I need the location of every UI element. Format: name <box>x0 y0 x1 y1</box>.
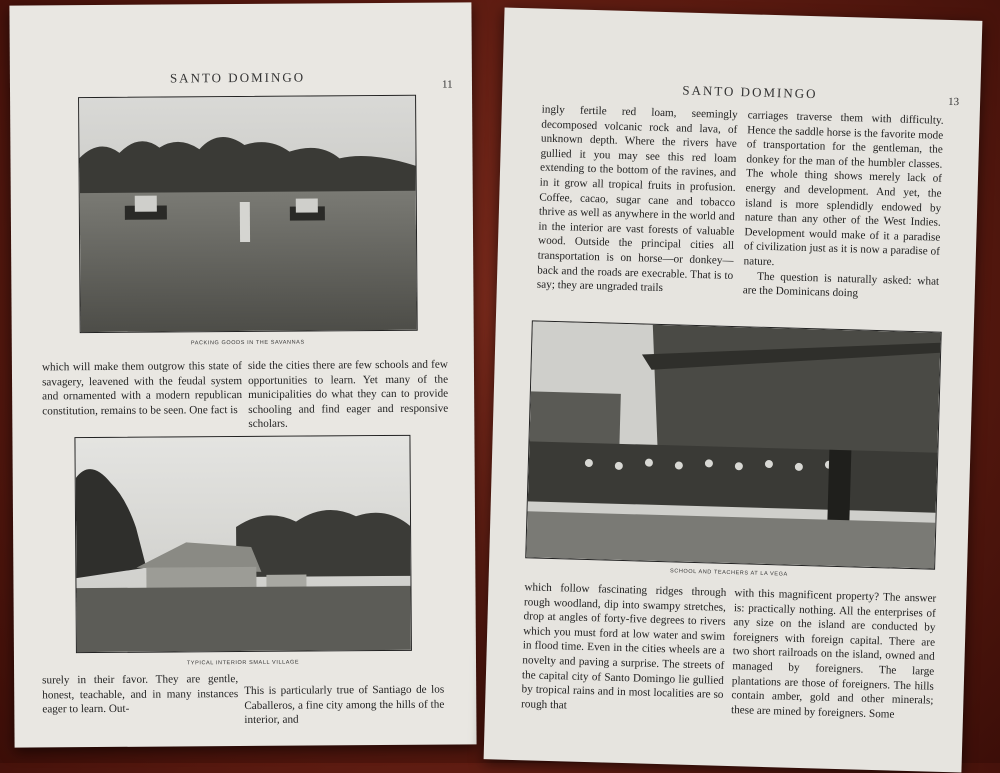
paragraph: side the cities there are few schools and few opportunities to learn. Yet many of the municipalities do what they can to provide schooling and find eager and responsive scholars. <box>247 358 449 431</box>
paragraph: which will make them outgrow this state of savagery, leavened with the feudal system and ornamented with a modern republican constitution, remains to be seen. One fact is <box>41 360 243 418</box>
paragraph: surely in their favor. They are gentle, honest, teachable, and in many instances eager to learn. Out- <box>42 673 239 716</box>
text-column <box>244 683 444 730</box>
text-column <box>42 359 242 432</box>
photo-school <box>525 320 941 569</box>
text-column <box>730 586 936 752</box>
paragraph: which follow fascinating ridges through rough woodland, dip into swampy stretches, drop at angles of forty-five degrees to rivers which you must ford at low water and swim in flood time. Even in the cities wheels are a novelty and paving a surprise. The streets of the capital city of Santo Domingo lie gullied by tropical rains and in most localities are so rough that <box>520 581 727 712</box>
paragraph: The question is naturally asked: what are the Dominicans doing <box>742 270 940 300</box>
photo-caption: TYPICAL INTERIOR SMALL VILLAGE <box>186 659 300 667</box>
text-column <box>248 358 448 431</box>
page-number: 11 <box>441 78 453 91</box>
paragraph: ingly fertile red loam, seemingly decomposed volcanic rock and lava, of unknown depth. Where the rivers have gullied it you may see this red loam extending to the bottom of the ravines, and in it grow all tropical fruits in profusion. Coffee, cacao, sugar cane and tobacco thrive as well as anywhere in the world and in the interior are vast forests of valuable wood. Outside the principal cities all transportation is on horse—or donkey—back and the roads are execrable. That is to say; they are ungraded trails <box>536 103 738 295</box>
photo-caption: PACKING GOODS IN THE SAVANNAS <box>190 339 305 347</box>
paragraph: with this magnificent property? The answer is: practically nothing. All the enterprises of any size on the island are conducted by foreigners with foreign capital. There are two short railroads on the island, owned and managed by foreigners. The large plantations are those of foreigners. The hills contain amber, gold and other minerals; these are mined by foreigners. Some <box>730 587 937 721</box>
page-number: 13 <box>947 95 960 109</box>
paragraph: carriages traverse them with difficulty. Hence the saddle horse is the favorite mode of transportation for the gentleman, the donkey for the man of the humbler classes. The whole thing shows merely lack of energy and development. And yet, the island is more splendidly endowed by nature than any other of the West Indies. Development would make of it a paradise of civilization just as it is now a paradise of nature. <box>743 109 944 269</box>
photo-village <box>74 435 411 653</box>
text-column <box>42 672 238 731</box>
text-column <box>536 103 738 326</box>
paragraph: This is particularly true of Santiago de los Caballeros, a fine city among the hills of the interior, and <box>244 683 445 727</box>
text-column <box>520 580 726 746</box>
photo-packing-goods <box>78 95 418 333</box>
text-column <box>742 108 944 331</box>
running-head: SANTO DOMINGO <box>682 82 818 102</box>
running-head: SANTO DOMINGO <box>169 69 306 86</box>
right-page <box>484 7 983 772</box>
left-page <box>9 2 476 747</box>
photo-caption: SCHOOL AND TEACHERS AT LA VEGA <box>669 568 788 578</box>
